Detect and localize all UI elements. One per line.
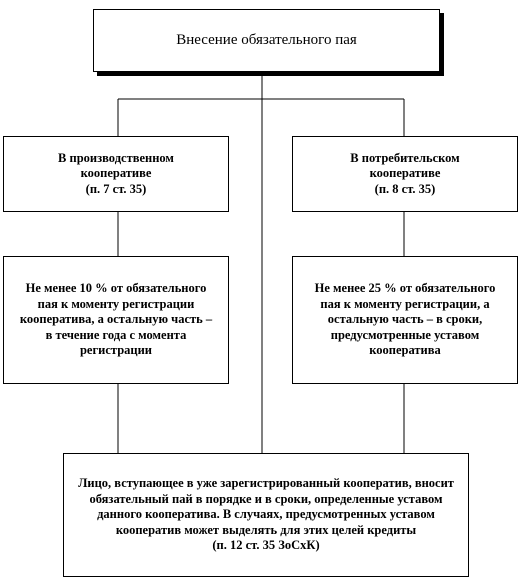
production-requirement-box [3,256,229,384]
production-requirement-text: Не менее 10 % от обязательного пая к моменту регистрации кооператива, а остальную часть – в течение года с момента регистрации [19,280,213,358]
production-coop-ref: (п. 7 ст. 35) [85,181,147,196]
consumer-requirement-text: Не менее 25 % от обязательного пая к моменту регистрации, а остальную часть – в сроки, предусмотренные уставом кооператива [314,280,496,358]
consumer-coop-label [315,151,495,198]
joining-member-label [76,476,456,554]
consumer-requirement-box [292,256,518,384]
joining-member-box [63,453,469,577]
production-coop-label [26,151,206,198]
consumer-coop-ref: (п. 8 ст. 35) [374,181,436,196]
joining-member-ref: (п. 12 ст. 35 ЗоСхК) [212,538,320,553]
production-coop-title: В производственном кооперативе [58,150,174,181]
consumer-coop-title: В потребительском кооперативе [350,150,460,181]
diagram-title: Внесение обязательного пая [176,32,357,49]
consumer-coop-box [292,136,518,212]
joining-member-text: Лицо, вступающее в уже зарегистрированный кооператив, вносит обязательный пай в порядке и в сроки, определенные уставом данного кооператива. В случаях, предусмотренных уставом кооператив может выделять для этих целей кредиты [78,475,454,537]
title-box [93,9,440,72]
production-coop-box [3,136,229,212]
